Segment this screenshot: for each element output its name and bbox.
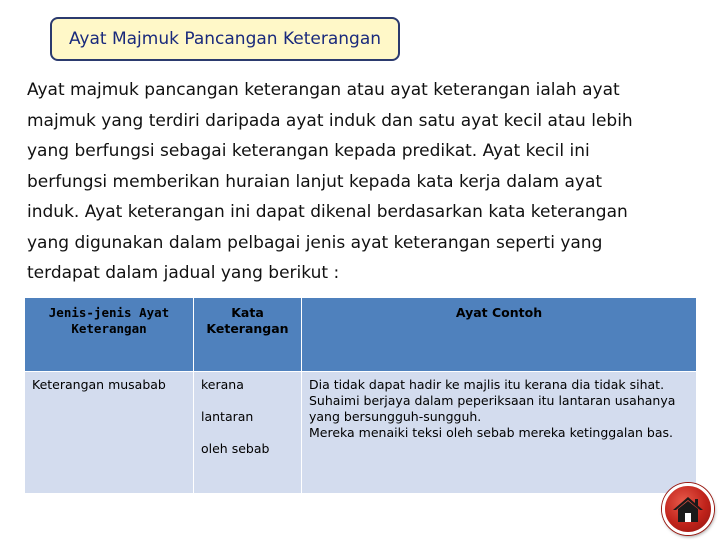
cell-jenis: Keterangan musabab	[25, 372, 194, 494]
paragraph-line: Ayat majmuk pancangan keterangan atau ayat keterangan ialah ayat	[27, 80, 620, 100]
title-box	[50, 17, 400, 61]
paragraph-line: majmuk yang terdiri daripada ayat induk dan satu ayat kecil atau lebih	[27, 110, 633, 131]
intro-paragraph	[27, 75, 712, 289]
paragraph-line: terdapat dalam jadual yang berikut :	[27, 263, 340, 283]
contoh-item: Mereka menaiki teksi oleh sebab mereka ketinggalan bas.	[309, 425, 673, 440]
header-jenis: Jenis-jenis Ayat Keterangan	[25, 298, 194, 372]
contoh-item: Suhaimi berjaya dalam peperiksaan itu lantaran usahanya yang bersungguh-sungguh.	[309, 393, 676, 424]
cell-contoh	[302, 372, 697, 494]
table-header-row	[25, 298, 697, 372]
home-icon	[671, 494, 705, 524]
paragraph-line: induk. Ayat keterangan ini dapat dikenal berdasarkan kata keterangan	[27, 202, 628, 222]
paragraph-line: berfungsi memberikan huraian lanjut kepada kata kerja dalam ayat	[27, 171, 603, 192]
table-row	[25, 372, 697, 494]
paragraph-line: yang berfungsi sebagai keterangan kepada predikat. Ayat kecil ini	[27, 141, 590, 161]
page-title: Ayat Majmuk Pancangan Keterangan	[68, 29, 382, 49]
paragraph-line: yang digunakan dalam pelbagai jenis ayat keterangan seperti yang	[27, 232, 603, 253]
header-kata: Kata Keterangan	[194, 298, 302, 372]
home-button[interactable]	[662, 483, 714, 535]
kata-item: oleh sebab	[201, 441, 270, 456]
kata-item: lantaran	[201, 409, 254, 424]
cell-kata	[194, 372, 302, 494]
header-contoh: Ayat Contoh	[302, 298, 697, 372]
kata-item: kerana	[201, 377, 244, 392]
keterangan-table	[24, 297, 697, 494]
contoh-item: Dia tidak dapat hadir ke majlis itu kerana dia tidak sihat.	[309, 377, 665, 392]
